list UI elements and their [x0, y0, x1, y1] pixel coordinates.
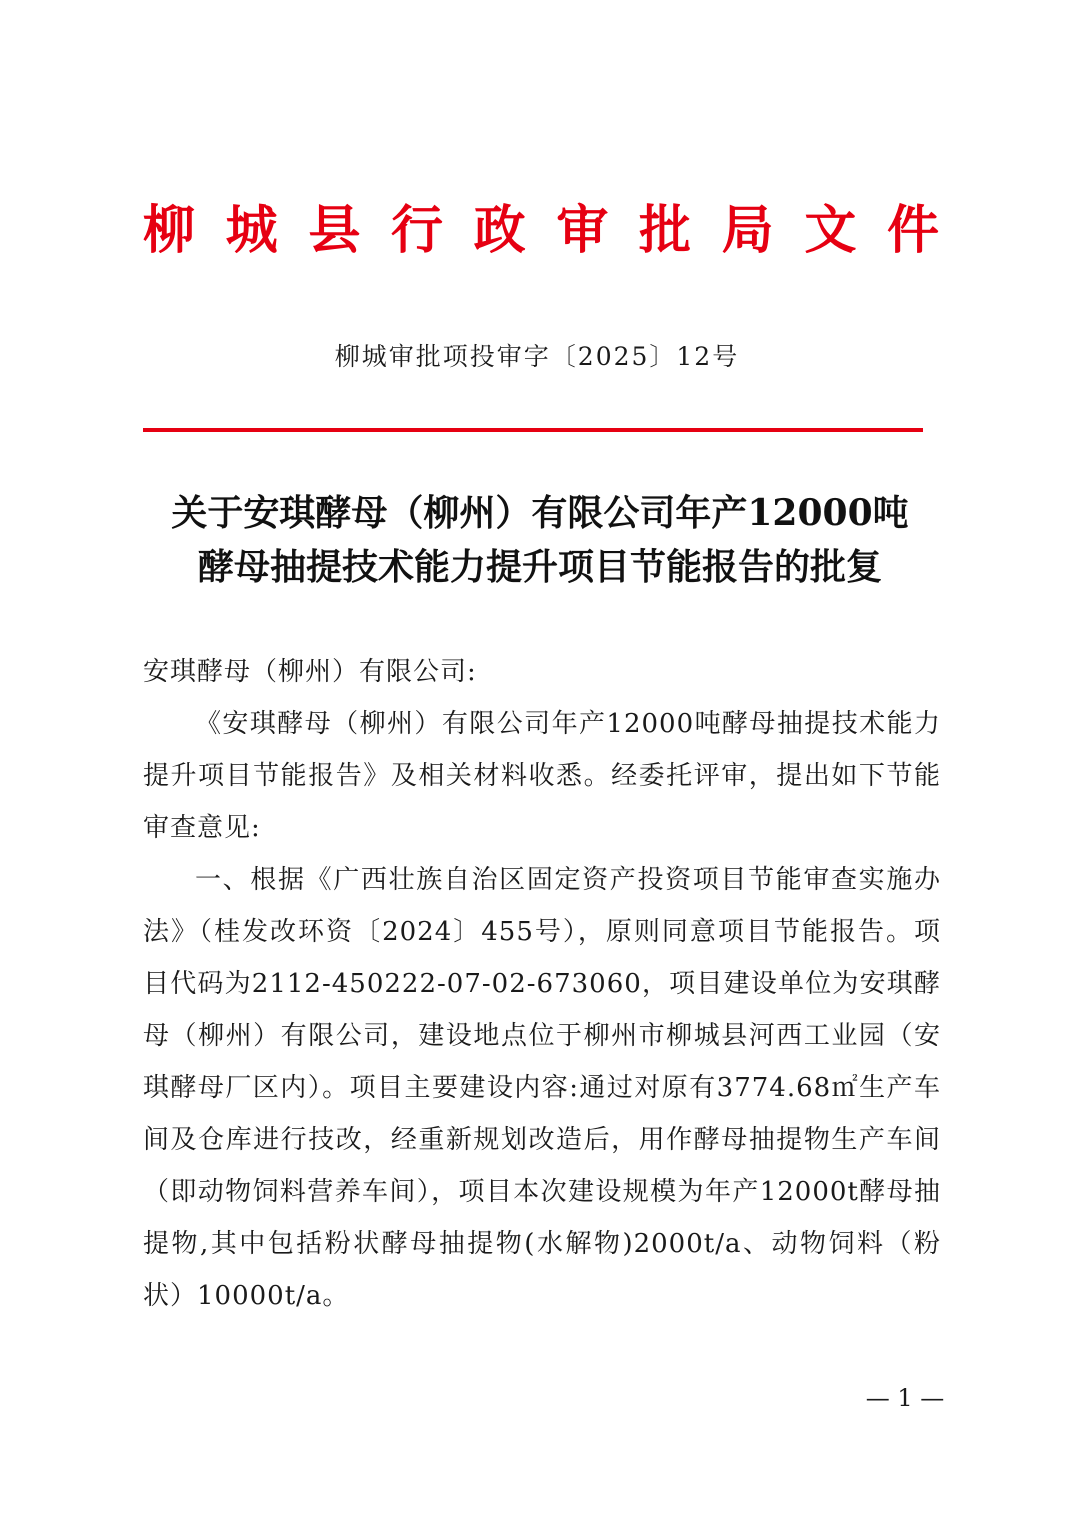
page-number: — 1 —	[865, 1384, 945, 1412]
document-title-line-2: 酵母抽提技术能力提升项目节能报告的批复	[197, 546, 882, 588]
document-number: 柳城审批项投审字〔2025〕12号	[334, 342, 740, 371]
red-divider-line	[143, 428, 923, 432]
document-body	[143, 646, 941, 1322]
body-paragraph-intro: 《安琪酵母（柳州）有限公司年产12000吨酵母抽提技术能力提升项目节能报告》及相关材料收悉。经委托评审，提出如下节能审查意见:	[143, 709, 941, 843]
addressee: 安琪酵母（柳州）有限公司:	[143, 657, 477, 687]
document-title-line-1: 关于安琪酵母（柳州）有限公司年产12000吨	[171, 492, 909, 534]
issuing-agency-title: 柳城县行政审批局文件	[143, 201, 943, 261]
body-paragraph-1: 一、根据《广西壮族自治区固定资产投资项目节能审查实施办法》（桂发改环资〔2024〕455号），原则同意项目节能报告。项目代码为2112-450222-07-02-673060，项目建设单位为安琪酵母（柳州）有限公司，建设地点位于柳州市柳城县河西工业园（安琪酵母厂区内）。项目主要建设内容:通过对原有3774.68㎡生产车间及仓库进行技改，经重新规划改造后，用作酵母抽提物生产车间（即动物饲料营养车间），项目本次建设规模为年产12000t酵母抽提物,其中包括粉状酵母抽提物(水解物)2000t/a、动物饲料（粉状）10000t/a。	[143, 865, 941, 1311]
document-title	[135, 486, 945, 594]
